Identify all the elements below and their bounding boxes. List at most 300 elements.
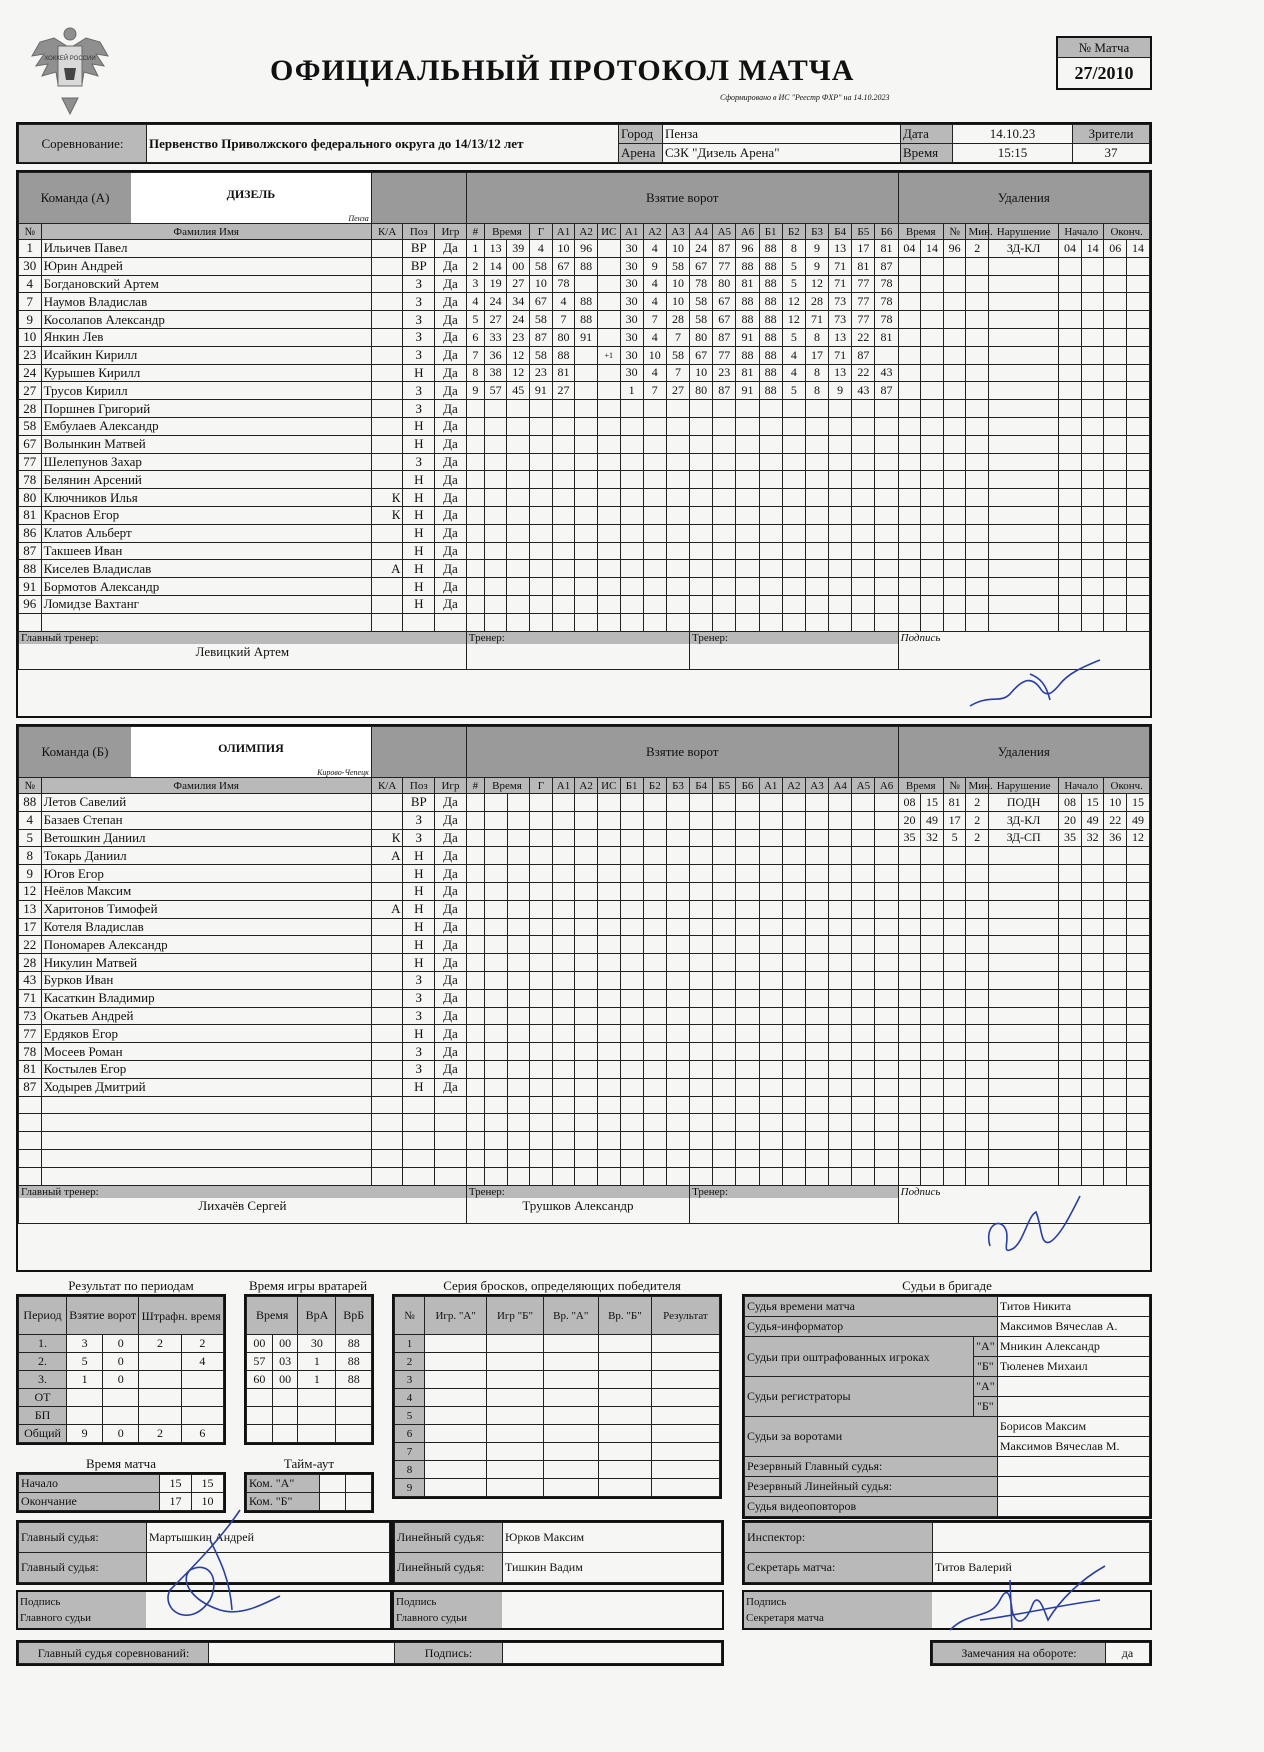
player-name: Пономарев Александр	[41, 936, 371, 954]
player-position: ВР	[403, 240, 435, 258]
player-played: Да	[435, 382, 467, 400]
player-position: З	[403, 1007, 435, 1025]
penalty-end-min: 22	[1104, 811, 1127, 829]
oncourt-player: 88	[759, 346, 782, 364]
team-a-col-oncourt: А1	[620, 224, 643, 240]
player-played: Да	[435, 936, 467, 954]
penalty-start-sec: 14	[1081, 240, 1104, 258]
shootout-row	[395, 1353, 720, 1371]
team-a-col-oncourt: А5	[713, 224, 736, 240]
player-name: Наумов Владислав	[41, 293, 371, 311]
goalie-change-minute: 60	[247, 1371, 273, 1389]
player-name: Белянин Арсений	[41, 471, 371, 489]
period-row	[19, 1407, 224, 1425]
goal-second: 45	[507, 382, 530, 400]
formed-note: Сформировано в ИС "Реестр ФХР" на 14.10.2023	[720, 93, 890, 102]
team-b-signature	[980, 1186, 1090, 1266]
team-b-player-row	[19, 1007, 1150, 1025]
goal-second: 24	[507, 311, 530, 329]
player-number: 7	[19, 293, 42, 311]
match-number: 27/2010	[1074, 63, 1134, 83]
player-name: Летов Савелий	[41, 794, 371, 812]
team-b-coach1: Трушков Александр	[522, 1197, 634, 1213]
team-b-col-oncourt: Б6	[736, 778, 759, 794]
player-number: 23	[19, 346, 42, 364]
team-a-col-oncourt: Б2	[782, 224, 805, 240]
player-played: Да	[435, 346, 467, 364]
team-b-col-oncourt: А2	[782, 778, 805, 794]
goal-assist1: 4	[552, 293, 575, 311]
team-a-coach2-label: Тренер:	[690, 632, 898, 644]
competition-name: Первенство Приволжского федерального округа до 14/13/12 лет	[147, 125, 619, 163]
player-captain-mark: К	[371, 829, 403, 847]
oncourt-player: 9	[643, 257, 666, 275]
team-b-col-oncourt: А1	[759, 778, 782, 794]
player-played: Да	[435, 293, 467, 311]
player-number: 88	[19, 560, 42, 578]
shootout-row	[395, 1407, 720, 1425]
team-a-player-row	[19, 257, 1150, 275]
oncourt-player: 58	[690, 311, 713, 329]
main-ref-label-1: Главный судья:	[19, 1523, 147, 1553]
penalty-minutes: 2	[966, 811, 989, 829]
player-played: Да	[435, 578, 467, 596]
player-number: 9	[19, 311, 42, 329]
timeout-title: Тайм-аут	[283, 1456, 335, 1471]
player-name: Окатьев Андрей	[41, 1007, 371, 1025]
period-results-title: Результат по периодам	[68, 1278, 194, 1293]
shootout-goalie-b-header: Вр. "Б"	[598, 1297, 651, 1335]
team-a-player-row	[19, 240, 1150, 258]
team-a-player-row	[19, 613, 1150, 631]
oncourt-player: 78	[875, 275, 898, 293]
oncourt-player: 81	[736, 275, 759, 293]
team-b-player-row	[19, 847, 1150, 865]
player-captain-mark	[371, 1060, 403, 1078]
player-position: З	[403, 275, 435, 293]
player-position: Н	[403, 1078, 435, 1096]
oncourt-player: 81	[736, 364, 759, 382]
period-pim-b	[181, 1389, 223, 1407]
oncourt-player: 12	[805, 275, 828, 293]
oncourt-player: 30	[620, 364, 643, 382]
team-b-col-oncourt: А6	[875, 778, 898, 794]
player-number: 43	[19, 971, 42, 989]
penalty-start-min: 08	[1059, 794, 1082, 812]
player-captain-mark	[371, 918, 403, 936]
match-time-title: Время матча	[86, 1456, 156, 1471]
team-b-col-pen-min: Мин.	[966, 778, 989, 794]
player-number: 8	[19, 847, 42, 865]
player-number: 4	[19, 275, 42, 293]
oncourt-player: 17	[852, 240, 875, 258]
period-pim-a: 2	[139, 1425, 181, 1443]
oncourt-player: 88	[759, 382, 782, 400]
team-a-player-row	[19, 328, 1150, 346]
team-b-team-label: Команда (Б)	[19, 727, 131, 777]
team-b-player-row	[19, 936, 1150, 954]
player-played: Да	[435, 1025, 467, 1043]
player-played: Да	[435, 989, 467, 1007]
match-start-label: Начало	[19, 1475, 160, 1493]
oncourt-player: 8	[805, 328, 828, 346]
team-b-player-row	[19, 811, 1150, 829]
player-played: Да	[435, 971, 467, 989]
penalty-end-sec: 49	[1127, 811, 1150, 829]
player-played: Да	[435, 275, 467, 293]
team-a-player-row	[19, 275, 1150, 293]
player-captain-mark	[371, 293, 403, 311]
oncourt-player: 4	[782, 364, 805, 382]
team-a-player-row	[19, 346, 1150, 364]
oncourt-player: 30	[620, 328, 643, 346]
penalty-minute: 08	[898, 794, 921, 812]
player-position: Н	[403, 524, 435, 542]
oncourt-player: 88	[759, 275, 782, 293]
player-number: 30	[19, 257, 42, 275]
oncourt-player: 73	[829, 293, 852, 311]
goalie-b: 88	[336, 1371, 372, 1389]
team-b-signature-label: Подпись	[900, 1185, 941, 1198]
team-a-block	[16, 170, 1152, 718]
goal-number: 8	[466, 364, 484, 382]
shootout-attempt-number: 9	[395, 1479, 425, 1497]
team-b-team-name: ОЛИМПИЯ	[218, 741, 284, 755]
match-end-hour: 17	[160, 1493, 192, 1511]
team-b-team-city: Кирово-Чепецк	[317, 768, 369, 777]
goal-number: 5	[466, 311, 484, 329]
arena-value: СЗК "Дизель Арена"	[663, 144, 901, 163]
shootout-row	[395, 1335, 720, 1353]
player-number: 80	[19, 489, 42, 507]
player-number: 78	[19, 1043, 42, 1061]
player-name: Шелепунов Захар	[41, 453, 371, 471]
period-name: 3.	[19, 1371, 67, 1389]
team-a-col-ka: К/А	[371, 224, 403, 240]
player-name: Ильичев Павел	[41, 240, 371, 258]
player-name: Ембулаев Александр	[41, 417, 371, 435]
player-played: Да	[435, 471, 467, 489]
player-played: Да	[435, 847, 467, 865]
goal-number: 2	[466, 257, 484, 275]
reserve-line-ref-label: Резервный Линейный судья:	[745, 1477, 998, 1497]
oncourt-player: 87	[875, 382, 898, 400]
team-a-col-goal-scorer: Г	[530, 224, 553, 240]
inspector-label: Инспектор:	[745, 1523, 933, 1553]
line-ref-label-2: Линейный судья:	[395, 1553, 503, 1583]
penalty-second: 32	[921, 829, 944, 847]
player-number: 87	[19, 542, 42, 560]
player-name: Ключников Илья	[41, 489, 371, 507]
team-b-col-oncourt: А5	[852, 778, 875, 794]
oncourt-player: 71	[829, 275, 852, 293]
goal-situation	[597, 257, 620, 275]
oncourt-player: 10	[643, 346, 666, 364]
oncourt-player: 4	[643, 240, 666, 258]
player-position: Н	[403, 471, 435, 489]
period-goals-a: 1	[67, 1371, 103, 1389]
player-name: Мосеев Роман	[41, 1043, 371, 1061]
player-number: 1	[19, 240, 42, 258]
oncourt-player: 24	[690, 240, 713, 258]
period-pim-b	[181, 1407, 223, 1425]
player-position: Н	[403, 542, 435, 560]
player-number: 81	[19, 1060, 42, 1078]
period-pim-b: 2	[181, 1335, 223, 1353]
informer-label: Судья-информатор	[745, 1317, 998, 1337]
team-b-col-goal-num: #	[466, 778, 484, 794]
goalie-time-row	[247, 1407, 372, 1425]
oncourt-player: 9	[805, 257, 828, 275]
player-captain-mark	[371, 275, 403, 293]
shootout-num-header: №	[395, 1297, 425, 1335]
oncourt-player: 58	[666, 257, 689, 275]
team-b-col-oncourt: Б2	[643, 778, 666, 794]
remarks-value: да	[1106, 1643, 1150, 1664]
goal-scorer: 10	[530, 275, 553, 293]
team-a-team-city: Пенза	[348, 214, 369, 223]
oncourt-player: 67	[713, 311, 736, 329]
team-a-col-oncourt: А2	[643, 224, 666, 240]
oncourt-player: 88	[759, 257, 782, 275]
referee-crew-title: Судьи в бригаде	[902, 1278, 992, 1293]
oncourt-player: 80	[690, 382, 713, 400]
oncourt-player: 43	[875, 364, 898, 382]
player-name: Трусов Кирилл	[41, 382, 371, 400]
team-a-player-row	[19, 560, 1150, 578]
page-title: ОФИЦИАЛЬНЫЙ ПРОТОКОЛ МАТЧА	[270, 54, 855, 87]
competition-referee-row	[16, 1640, 724, 1666]
period-results-table	[16, 1294, 226, 1445]
penalty-end-min: 36	[1104, 829, 1127, 847]
secretary-signature	[940, 1560, 1110, 1640]
team-b-player-row	[19, 1167, 1150, 1185]
player-position: Н	[403, 417, 435, 435]
penalty-start-min: 20	[1059, 811, 1082, 829]
team-b-col-assist2: А2	[575, 778, 598, 794]
player-position: З	[403, 400, 435, 418]
player-played: Да	[435, 400, 467, 418]
oncourt-player: 30	[620, 257, 643, 275]
player-captain-mark	[371, 257, 403, 275]
oncourt-player: 28	[805, 293, 828, 311]
player-number: 13	[19, 900, 42, 918]
player-captain-mark	[371, 1007, 403, 1025]
player-number: 67	[19, 435, 42, 453]
team-a-col-pen-min: Мин.	[966, 224, 989, 240]
team-a-col-played: Игр	[435, 224, 467, 240]
player-position: Н	[403, 506, 435, 524]
player-name: Котеля Владислав	[41, 918, 371, 936]
period-goals-b: 0	[103, 1425, 139, 1443]
team-a-col-pen-violation: Нарушение	[989, 224, 1059, 240]
player-number: 96	[19, 595, 42, 613]
player-position: З	[403, 293, 435, 311]
penalty-ref-a: Мникин Александр	[997, 1337, 1149, 1357]
remarks-label: Замечания на обороте:	[933, 1643, 1106, 1664]
player-position: З	[403, 971, 435, 989]
penalty-minutes: 2	[966, 240, 989, 258]
player-position: З	[403, 1043, 435, 1061]
oncourt-player: 87	[875, 257, 898, 275]
goalie-time-title: Время игры вратарей	[248, 1278, 368, 1293]
oncourt-player: 7	[643, 311, 666, 329]
period-goals-b: 0	[103, 1371, 139, 1389]
oncourt-player: 71	[829, 257, 852, 275]
goalie-a-header: ВрА	[298, 1297, 336, 1335]
goal-number: 7	[466, 346, 484, 364]
oncourt-player: 1	[620, 382, 643, 400]
period-goals-b: 0	[103, 1335, 139, 1353]
team-a-col-oncourt: Б4	[829, 224, 852, 240]
goal-assist2	[575, 346, 598, 364]
period-goals-a: 3	[67, 1335, 103, 1353]
player-played: Да	[435, 311, 467, 329]
shootout-title: Серия бросков, определяющих победителя	[443, 1278, 681, 1293]
goal-assist2: 88	[575, 257, 598, 275]
goalie-a: 1	[298, 1371, 336, 1389]
player-played: Да	[435, 542, 467, 560]
shootout-attempt-number: 4	[395, 1389, 425, 1407]
player-position: Н	[403, 489, 435, 507]
oncourt-player: 88	[759, 311, 782, 329]
oncourt-player: 88	[759, 240, 782, 258]
time-label: Время	[901, 144, 953, 163]
player-name: Киселев Владислав	[41, 560, 371, 578]
team-b-goals-header: Взятие ворот	[466, 727, 898, 778]
spectators-label: Зрители	[1073, 125, 1150, 144]
team-a-player-row	[19, 506, 1150, 524]
player-number: 91	[19, 578, 42, 596]
oncourt-player: 88	[736, 311, 759, 329]
goal-situation	[597, 328, 620, 346]
player-position: Н	[403, 954, 435, 972]
goal-second: 27	[507, 275, 530, 293]
goal-assist1: 80	[552, 328, 575, 346]
team-a-col-goal-time: Время	[484, 224, 529, 240]
team-b-player-row	[19, 918, 1150, 936]
player-number: 10	[19, 328, 42, 346]
goal-minute: 14	[484, 257, 507, 275]
goal-assist1: 88	[552, 346, 575, 364]
goalie-b: 88	[336, 1335, 372, 1353]
competition-sign-label: Подпись:	[395, 1643, 503, 1664]
team-b-col-num: №	[19, 778, 42, 794]
player-position: З	[403, 453, 435, 471]
match-end-minute: 10	[192, 1493, 224, 1511]
team-a-col-oncourt: Б3	[805, 224, 828, 240]
goal-assist2	[575, 275, 598, 293]
oncourt-player: 88	[736, 293, 759, 311]
penalty-minute: 35	[898, 829, 921, 847]
player-played: Да	[435, 257, 467, 275]
team-b-player-row	[19, 954, 1150, 972]
player-name: Юрин Андрей	[41, 257, 371, 275]
shootout-attempt-number: 2	[395, 1353, 425, 1371]
oncourt-player: 78	[690, 275, 713, 293]
oncourt-player: 10	[666, 275, 689, 293]
oncourt-player: 88	[759, 328, 782, 346]
goal-second: 34	[507, 293, 530, 311]
team-b-col-situation: ИС	[597, 778, 620, 794]
player-number: 81	[19, 506, 42, 524]
main-ref-signature-label-2: Подпись Главного судьи	[394, 1592, 502, 1628]
player-position: З	[403, 1060, 435, 1078]
player-position: Н	[403, 936, 435, 954]
penalty-player: 5	[943, 829, 966, 847]
oncourt-player: 8	[805, 364, 828, 382]
oncourt-player: 30	[620, 275, 643, 293]
player-captain-mark	[371, 971, 403, 989]
period-row	[19, 1425, 224, 1443]
player-played: Да	[435, 489, 467, 507]
team-b-col-oncourt: Б4	[690, 778, 713, 794]
penalty-violation: ПОДН	[989, 794, 1059, 812]
penalty-violation: ЗД-КЛ	[989, 811, 1059, 829]
oncourt-player: 30	[620, 311, 643, 329]
team-b-col-oncourt: А4	[829, 778, 852, 794]
player-captain-mark	[371, 578, 403, 596]
goal-scorer: 87	[530, 328, 553, 346]
oncourt-player: 9	[805, 240, 828, 258]
period-pim-b	[181, 1371, 223, 1389]
period-name: 2.	[19, 1353, 67, 1371]
player-name: Волынкин Матвей	[41, 435, 371, 453]
shootout-attempt-number: 8	[395, 1461, 425, 1479]
player-position: З	[403, 382, 435, 400]
period-goals-a: 5	[67, 1353, 103, 1371]
oncourt-player: 88	[759, 293, 782, 311]
goal-number: 1	[466, 240, 484, 258]
player-played: Да	[435, 560, 467, 578]
team-b-col-pen-violation: Нарушение	[989, 778, 1059, 794]
goalie-change-minute: 00	[247, 1335, 273, 1353]
player-captain-mark	[371, 1025, 403, 1043]
player-position: Н	[403, 882, 435, 900]
penalty-start-sec: 15	[1081, 794, 1104, 812]
goal-assist1: 7	[552, 311, 575, 329]
goal-judges-label: Судьи за воротами	[745, 1417, 998, 1457]
goal-second: 23	[507, 328, 530, 346]
period-name: 1.	[19, 1335, 67, 1353]
player-captain-mark	[371, 882, 403, 900]
player-number: 24	[19, 364, 42, 382]
oncourt-player: 91	[736, 328, 759, 346]
goal-second: 12	[507, 364, 530, 382]
oncourt-player: 91	[736, 382, 759, 400]
period-pim-a: 2	[139, 1335, 181, 1353]
main-ref-label-2: Главный судья:	[19, 1553, 147, 1583]
player-captain-mark	[371, 524, 403, 542]
team-a-col-pen-start: Начало	[1059, 224, 1104, 240]
team-a-col-assist2: А2	[575, 224, 598, 240]
period-goals-a: 9	[67, 1425, 103, 1443]
goal-assist2	[575, 382, 598, 400]
date-label: Дата	[901, 125, 953, 144]
penalty-minutes: 2	[966, 829, 989, 847]
player-number: 9	[19, 865, 42, 883]
goalie-time-row	[247, 1425, 372, 1443]
team-b-col-oncourt: А3	[805, 778, 828, 794]
oncourt-player: 13	[829, 328, 852, 346]
team-b-head-coach-label: Главный тренер:	[19, 1186, 466, 1198]
team-b-col-oncourt: Б1	[620, 778, 643, 794]
player-played: Да	[435, 453, 467, 471]
goal-scorer: 23	[530, 364, 553, 382]
team-a-player-row	[19, 489, 1150, 507]
player-position: З	[403, 829, 435, 847]
player-played: Да	[435, 1043, 467, 1061]
